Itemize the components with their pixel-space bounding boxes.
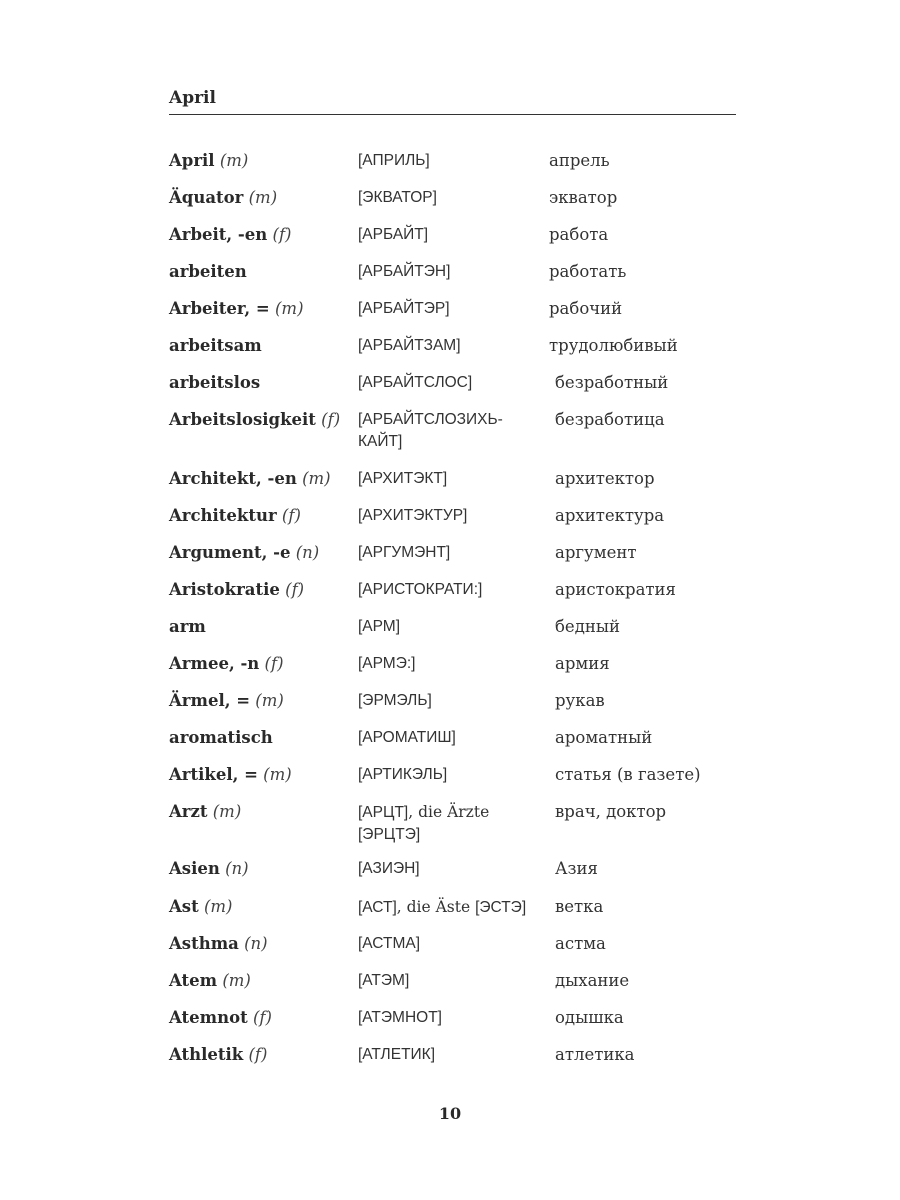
headword-lemma: Atemnot (169, 1008, 248, 1027)
headword-lemma: Artikel, = (169, 765, 258, 784)
translation: безработный (555, 373, 669, 392)
translation: атлетика (555, 1045, 635, 1064)
headword (169, 690, 354, 712)
translation: аристократия (555, 580, 676, 599)
headword-lemma: Arbeiter, = (169, 299, 270, 318)
pronunciation (358, 542, 548, 564)
plural-pronunciation: [ЭСТЭ] (475, 899, 527, 916)
pronunciation (358, 933, 548, 955)
translation: астма (555, 934, 606, 953)
headword (169, 187, 354, 209)
pronunciation (358, 616, 548, 638)
headword (169, 298, 354, 320)
headword (169, 727, 354, 749)
pronunciation-text: [АРХИТЭКТУР] (358, 507, 468, 524)
pronunciation-text: [АТЭМНОТ] (358, 1009, 442, 1026)
plural-pronunciation: [ЭРЦТЭ] (358, 826, 421, 843)
headword-gender: (m) (274, 299, 304, 318)
headword-gender: (f) (272, 225, 292, 244)
headword-lemma: Arbeitslosigkeit (169, 410, 316, 429)
headword (169, 616, 354, 638)
pronunciation-text: [АЗИЭН] (358, 860, 420, 877)
pronunciation (358, 261, 548, 283)
headword (169, 579, 354, 601)
headword (169, 468, 354, 490)
headword-gender: (n) (295, 543, 320, 562)
pronunciation-text: [АРМ] (358, 618, 401, 635)
pronunciation-text: [АРТИКЭЛЬ] (358, 766, 448, 783)
pronunciation (358, 1044, 548, 1066)
headword-lemma: Architektur (169, 506, 277, 525)
headword-gender: (m) (203, 897, 233, 916)
translation: рабочий (549, 299, 623, 318)
translation: бедный (555, 617, 620, 636)
pronunciation-text: [АТЛЕТИК] (358, 1046, 436, 1063)
pronunciation-text: [АРБАЙТ] (358, 226, 429, 243)
pronunciation-text: [АТЭМ] (358, 972, 410, 989)
translation: работать (549, 262, 627, 281)
running-head: April (169, 88, 216, 108)
headword-lemma: Asien (169, 859, 220, 878)
pronunciation (358, 727, 548, 749)
pronunciation (358, 187, 548, 209)
headword (169, 542, 354, 564)
headword (169, 801, 354, 823)
pronunciation-text: [АРБАЙТЭН] (358, 263, 451, 280)
translation: безработица (555, 410, 665, 429)
headword (169, 896, 354, 918)
headword-gender: (m) (263, 765, 292, 784)
headword-gender: (f) (321, 410, 341, 429)
pronunciation-text: [АРМЭ:] (358, 655, 416, 672)
headword-gender: (m) (255, 691, 284, 710)
headword-lemma: aromatisch (169, 728, 273, 747)
pronunciation (358, 150, 548, 172)
headword-gender: (f) (285, 580, 305, 599)
headword-lemma: arbeiten (169, 262, 247, 281)
headword (169, 335, 354, 357)
translation: дыхание (555, 971, 630, 990)
pronunciation (358, 372, 548, 394)
headword-lemma: Architekt, -en (169, 469, 297, 488)
headword (169, 933, 354, 955)
pronunciation (358, 335, 548, 357)
translation: врач, доктор (555, 802, 667, 821)
headword (169, 653, 354, 675)
pronunciation (358, 801, 548, 846)
headword (169, 970, 354, 992)
pronunciation-text: [АСТМА] (358, 935, 421, 952)
pronunciation (358, 970, 548, 992)
pronunciation-text: [АПРИЛЬ] (358, 152, 430, 169)
pronunciation (358, 298, 548, 320)
translation: аргумент (555, 543, 637, 562)
headword-lemma: Argument, -e (169, 543, 291, 562)
headword-lemma: Asthma (169, 934, 239, 953)
translation: архитектура (555, 506, 665, 525)
translation: ветка (555, 897, 604, 916)
pronunciation (358, 468, 548, 490)
translation: ароматный (555, 728, 653, 747)
headword-gender: (n) (244, 934, 268, 953)
pronunciation (358, 896, 548, 919)
translation: рукав (555, 691, 605, 710)
page-number: 10 (438, 1104, 462, 1123)
headword-lemma: Armee, -n (169, 654, 260, 673)
pronunciation-text: [АСТ] (358, 899, 397, 916)
pronunciation (358, 764, 548, 786)
headword-lemma: arbeitslos (169, 373, 261, 392)
pronunciation (358, 579, 548, 601)
headword-gender: (f) (264, 654, 284, 673)
translation: армия (555, 654, 610, 673)
translation: апрель (549, 151, 610, 170)
translation: работа (549, 225, 609, 244)
pronunciation-text: [АРОМАТИШ] (358, 729, 456, 746)
pronunciation-text: [АРБАЙТЗАМ] (358, 337, 461, 354)
headword (169, 858, 354, 880)
headword-lemma: Arbeit, -en (169, 225, 268, 244)
pronunciation-text: [АРИСТОКРАТИ:] (358, 581, 483, 598)
headword-gender: (f) (248, 1045, 268, 1064)
plural-form: , die Ärzte (408, 803, 490, 821)
pronunciation (358, 1007, 548, 1029)
translation: Азия (555, 859, 598, 878)
pronunciation-text: [АРХИТЭКТ] (358, 470, 448, 487)
translation: статья (в газете) (555, 765, 701, 784)
pronunciation (358, 505, 548, 527)
headword-gender: (m) (222, 971, 251, 990)
translation: экватор (549, 188, 618, 207)
headword-lemma: arbeitsam (169, 336, 262, 355)
headword (169, 150, 354, 172)
pronunciation-text: [АРБАЙТЭР] (358, 300, 450, 317)
headword-gender: (m) (212, 802, 242, 821)
pronunciation (358, 690, 548, 712)
pronunciation (358, 653, 548, 675)
headword (169, 224, 354, 246)
pronunciation-text: [ЭРМЭЛЬ] (358, 692, 432, 709)
headword-lemma: Aristokratie (169, 580, 280, 599)
headword-gender: (f) (252, 1008, 272, 1027)
headword-gender: (f) (281, 506, 301, 525)
translation: архитектор (555, 469, 655, 488)
pronunciation (358, 858, 548, 880)
headword-gender: (m) (248, 188, 278, 207)
headword-lemma: Ärmel, = (169, 691, 251, 710)
headword-gender: (n) (225, 859, 249, 878)
pronunciation-text: [АРЦТ] (358, 804, 409, 821)
headword-gender: (m) (219, 151, 249, 170)
headword (169, 1044, 354, 1066)
translation: трудолюбивый (549, 336, 678, 355)
headword-lemma: Atem (169, 971, 218, 990)
headword-lemma: Athletik (169, 1045, 244, 1064)
pronunciation (358, 224, 548, 246)
pronunciation-text: [ЭКВАТОР] (358, 189, 437, 206)
translation: одышка (555, 1008, 624, 1027)
headword-lemma: Äquator (169, 188, 244, 207)
headword (169, 764, 354, 786)
headword-gender: (m) (302, 469, 331, 488)
pronunciation (358, 409, 548, 453)
headword-lemma: Arzt (169, 802, 208, 821)
pronunciation-text: [АРБАЙТСЛОС] (358, 374, 473, 391)
headword (169, 1007, 354, 1029)
headword (169, 505, 354, 527)
headword-lemma: arm (169, 617, 206, 636)
plural-form: , die Äste (396, 898, 476, 916)
headword-lemma: Ast (169, 897, 199, 916)
headword (169, 261, 354, 283)
headword (169, 409, 354, 431)
headword (169, 372, 354, 394)
headword-lemma: April (169, 151, 215, 170)
pronunciation-text: [АРБАЙТСЛОЗИХЬ- КАЙТ] (358, 411, 503, 450)
pronunciation-text: [АРГУМЭНТ] (358, 544, 451, 561)
